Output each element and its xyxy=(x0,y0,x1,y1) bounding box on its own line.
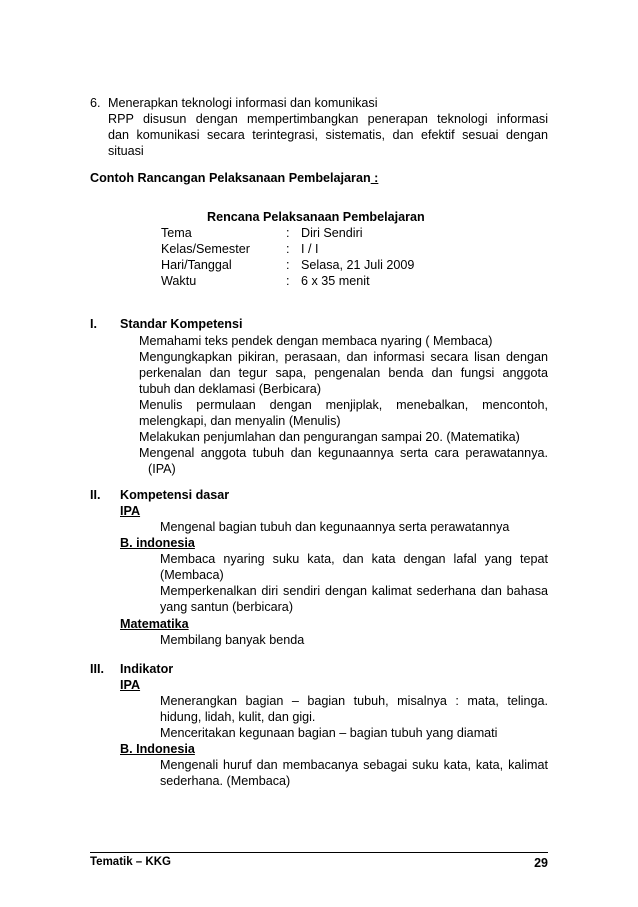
example-heading xyxy=(90,170,378,187)
section-3-bind-line: sederhana. (Membaca) xyxy=(160,774,291,788)
section-1-line: Memahami teks pendek dengan membaca nyaring ( Membaca) xyxy=(139,334,493,348)
item-6-title: Menerapkan teknologi informasi dan komunikasi xyxy=(108,96,378,110)
rpp-value-hari: Selasa, 21 Juli 2009 xyxy=(301,258,415,272)
section-3-numeral: III. xyxy=(90,662,104,676)
rpp-label-waktu: Waktu xyxy=(161,274,197,288)
section-1-numeral: I. xyxy=(90,317,97,331)
item-6-body-line: situasi xyxy=(108,144,144,158)
rpp-sep: : xyxy=(286,258,290,272)
item-6-body-line: RPP disusun dengan mempertimbangkan penerapan teknologi informasi xyxy=(108,112,548,126)
section-2-mat-heading: Matematika xyxy=(120,617,189,631)
section-1-line: Mengenal anggota tubuh dan kegunaannya serta cara perawatannya. xyxy=(139,446,548,460)
section-3-title: Indikator xyxy=(120,662,174,676)
section-1-line: Mengungkapkan pikiran, perasaan, dan informasi secara lisan dengan xyxy=(139,350,548,364)
section-3-bind-heading: B. Indonesia xyxy=(120,742,195,756)
rpp-label-tema: Tema xyxy=(161,226,192,240)
section-3-ipa-heading: IPA xyxy=(120,678,141,692)
section-2-bind-line: (Membaca) xyxy=(160,568,224,582)
section-2-ipa-line: Mengenal bagian tubuh dan kegunaannya serta perawatannya xyxy=(160,520,510,534)
item-6-number: 6. xyxy=(90,96,101,110)
rpp-label-kelas: Kelas/Semester xyxy=(161,242,250,256)
rpp-title: Rencana Pelaksanaan Pembelajaran xyxy=(207,210,425,224)
section-2-numeral: II. xyxy=(90,488,101,502)
section-1-line: tubuh dan deklamasi (Berbicara) xyxy=(139,382,322,396)
section-2-bind-line: yang santun (berbicara) xyxy=(160,600,294,614)
section-2-mat-line: Membilang banyak benda xyxy=(160,633,305,647)
section-3-ipa-line: hidung, lidah, kulit, dan gigi. xyxy=(160,710,316,724)
rpp-sep: : xyxy=(286,242,290,256)
rpp-sep: : xyxy=(286,226,290,240)
section-3-bind-line: Mengenali huruf dan membacanya sebagai suku kata, kata, kalimat xyxy=(160,758,548,772)
rpp-value-tema: Diri Sendiri xyxy=(301,226,363,240)
section-2-bind-line: Memperkenalkan diri sendiri dengan kalimat sederhana dan bahasa xyxy=(160,584,548,598)
section-1-line: melengkapi, dan menyalin (Menulis) xyxy=(139,414,341,428)
section-1-title: Standar Kompetensi xyxy=(120,317,243,331)
section-1-line: Melakukan penjumlahan dan pengurangan sampai 20. (Matematika) xyxy=(139,430,520,444)
example-heading-text: Contoh Rancangan Pelaksanaan Pembelajaran xyxy=(90,171,371,185)
footer-title: Tematik – KKG xyxy=(90,856,171,868)
footer-divider xyxy=(90,852,548,853)
rpp-value-kelas: I / I xyxy=(301,242,319,256)
section-2-title: Kompetensi dasar xyxy=(120,488,230,502)
section-1-line: (IPA) xyxy=(148,462,176,476)
section-1-line: Menulis permulaan dengan menjiplak, menebalkan, mencontoh, xyxy=(139,398,548,412)
rpp-value-waktu: 6 x 35 menit xyxy=(301,274,370,288)
section-2-ipa-heading: IPA xyxy=(120,504,141,518)
section-1-line: perkenalan dan tegur sapa, pengenalan benda dan fungsi anggota xyxy=(139,366,548,380)
example-heading-colon: : xyxy=(370,171,379,185)
rpp-sep: : xyxy=(286,274,290,288)
section-3-ipa-line: Menerangkan bagian – bagian tubuh, misalnya : mata, telinga. xyxy=(160,694,548,708)
page-number: 29 xyxy=(534,856,548,870)
section-3-ipa-line: Menceritakan kegunaan bagian – bagian tubuh yang diamati xyxy=(160,726,498,740)
section-2-bind-heading: B. indonesia xyxy=(120,536,195,550)
rpp-label-hari: Hari/Tanggal xyxy=(161,258,232,272)
item-6-body-line: dan komunikasi secara terintegrasi, sistematis, dan efektif sesuai dengan xyxy=(108,128,548,142)
section-2-bind-line: Membaca nyaring suku kata, dan kata dengan lafal yang tepat xyxy=(160,552,548,566)
